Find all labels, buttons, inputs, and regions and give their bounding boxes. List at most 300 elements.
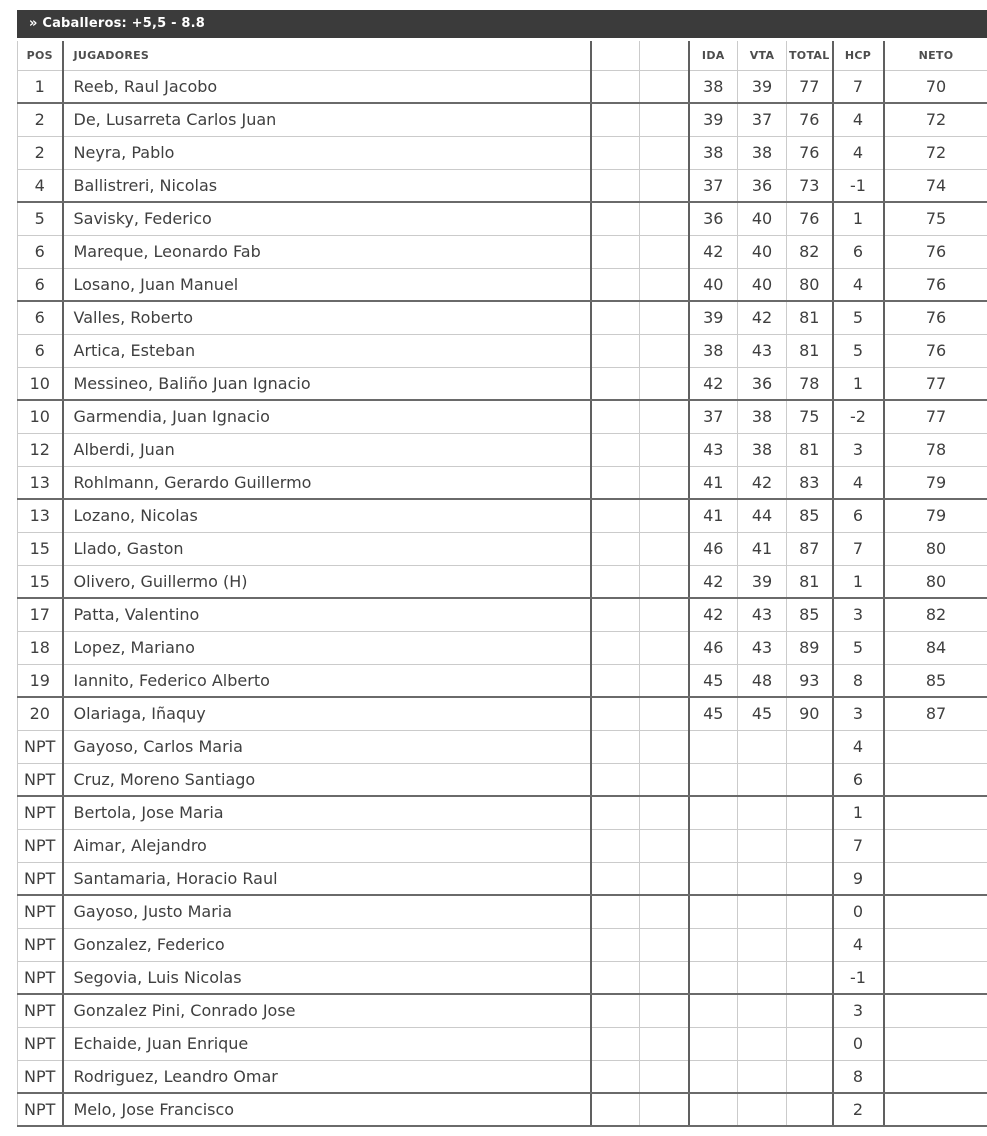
blank-cell — [591, 994, 640, 1027]
blank-cell — [640, 598, 689, 631]
ida-cell: 39 — [689, 103, 738, 136]
pos-cell: NPT — [18, 829, 63, 862]
pos-cell: 13 — [18, 466, 63, 499]
ida-cell: 46 — [689, 532, 738, 565]
total-cell — [787, 961, 833, 994]
blank-cell — [640, 466, 689, 499]
vta-cell: 42 — [738, 466, 787, 499]
vta-cell — [738, 928, 787, 961]
ida-cell — [689, 1027, 738, 1060]
ida-cell — [689, 1093, 738, 1126]
blank-cell — [591, 1060, 640, 1093]
hcp-cell: 4 — [833, 466, 884, 499]
total-cell — [787, 895, 833, 928]
table-row — [18, 961, 987, 994]
pos-cell: 2 — [18, 103, 63, 136]
col-header-hcp: HCP — [833, 41, 884, 70]
leaderboard — [17, 10, 987, 1127]
blank-cell — [591, 1093, 640, 1126]
blank-cell — [591, 103, 640, 136]
blank-cell — [640, 1027, 689, 1060]
player-name-cell: Artica, Esteban — [63, 334, 591, 367]
col-header-neto: NETO — [884, 41, 987, 70]
table-row — [18, 631, 987, 664]
blank-cell — [640, 532, 689, 565]
neto-cell: 85 — [884, 664, 987, 697]
vta-cell: 38 — [738, 433, 787, 466]
blank-cell — [591, 334, 640, 367]
player-name-cell: Cruz, Moreno Santiago — [63, 763, 591, 796]
pos-cell: NPT — [18, 895, 63, 928]
player-name-cell: Bertola, Jose Maria — [63, 796, 591, 829]
vta-cell — [738, 1060, 787, 1093]
ida-cell — [689, 928, 738, 961]
total-cell — [787, 994, 833, 1027]
pos-cell: 10 — [18, 367, 63, 400]
pos-cell: 2 — [18, 136, 63, 169]
table-row — [18, 532, 987, 565]
ida-cell: 46 — [689, 631, 738, 664]
pos-cell: 10 — [18, 400, 63, 433]
blank-cell — [640, 664, 689, 697]
total-cell — [787, 829, 833, 862]
hcp-cell: -1 — [833, 961, 884, 994]
ida-cell — [689, 895, 738, 928]
player-name-cell: Patta, Valentino — [63, 598, 591, 631]
player-name-cell: Valles, Roberto — [63, 301, 591, 334]
player-name-cell: Gayoso, Carlos Maria — [63, 730, 591, 763]
blank-cell — [640, 169, 689, 202]
player-name-cell: Losano, Juan Manuel — [63, 268, 591, 301]
vta-cell — [738, 1027, 787, 1060]
vta-cell — [738, 763, 787, 796]
ida-cell — [689, 994, 738, 1027]
neto-cell: 79 — [884, 499, 987, 532]
vta-cell: 43 — [738, 631, 787, 664]
category-header: » Caballeros: +5,5 - 8.8 — [17, 10, 987, 38]
vta-cell: 36 — [738, 367, 787, 400]
vta-cell — [738, 961, 787, 994]
table-row — [18, 136, 987, 169]
total-cell — [787, 796, 833, 829]
blank-cell — [640, 994, 689, 1027]
blank-cell — [640, 697, 689, 730]
total-cell — [787, 730, 833, 763]
neto-cell: 80 — [884, 565, 987, 598]
hcp-cell: 5 — [833, 631, 884, 664]
ida-cell: 45 — [689, 697, 738, 730]
neto-cell: 82 — [884, 598, 987, 631]
col-header-blank-1 — [591, 41, 640, 70]
blank-cell — [591, 367, 640, 400]
hcp-cell: 7 — [833, 532, 884, 565]
total-cell: 87 — [787, 532, 833, 565]
neto-cell — [884, 730, 987, 763]
total-cell — [787, 1060, 833, 1093]
neto-cell — [884, 796, 987, 829]
blank-cell — [640, 928, 689, 961]
table-row — [18, 433, 987, 466]
neto-cell: 84 — [884, 631, 987, 664]
vta-cell: 45 — [738, 697, 787, 730]
col-header-total: TOTAL — [787, 41, 833, 70]
blank-cell — [640, 565, 689, 598]
pos-cell: 4 — [18, 169, 63, 202]
table-row — [18, 1027, 987, 1060]
total-cell: 75 — [787, 400, 833, 433]
vta-cell: 42 — [738, 301, 787, 334]
player-name-cell: Mareque, Leonardo Fab — [63, 235, 591, 268]
table-row — [18, 994, 987, 1027]
ida-cell: 42 — [689, 598, 738, 631]
table-row — [18, 829, 987, 862]
blank-cell — [640, 433, 689, 466]
neto-cell: 76 — [884, 235, 987, 268]
ida-cell: 41 — [689, 466, 738, 499]
vta-cell — [738, 796, 787, 829]
blank-cell — [591, 565, 640, 598]
vta-cell: 36 — [738, 169, 787, 202]
blank-cell — [640, 961, 689, 994]
table-row — [18, 268, 987, 301]
blank-cell — [640, 235, 689, 268]
blank-cell — [591, 895, 640, 928]
pos-cell: 6 — [18, 334, 63, 367]
hcp-cell: 5 — [833, 301, 884, 334]
player-name-cell: Gonzalez Pini, Conrado Jose — [63, 994, 591, 1027]
col-header-players: JUGADORES — [63, 41, 591, 70]
player-name-cell: Rohlmann, Gerardo Guillermo — [63, 466, 591, 499]
table-row — [18, 697, 987, 730]
blank-cell — [591, 466, 640, 499]
table-row — [18, 499, 987, 532]
player-name-cell: De, Lusarreta Carlos Juan — [63, 103, 591, 136]
vta-cell: 37 — [738, 103, 787, 136]
pos-cell: NPT — [18, 1027, 63, 1060]
ida-cell: 36 — [689, 202, 738, 235]
blank-cell — [591, 697, 640, 730]
hcp-cell: 4 — [833, 730, 884, 763]
player-name-cell: Ballistreri, Nicolas — [63, 169, 591, 202]
neto-cell — [884, 895, 987, 928]
total-cell: 81 — [787, 334, 833, 367]
total-cell: 76 — [787, 202, 833, 235]
blank-cell — [640, 400, 689, 433]
total-cell: 89 — [787, 631, 833, 664]
vta-cell: 38 — [738, 400, 787, 433]
total-cell — [787, 1027, 833, 1060]
blank-cell — [640, 1093, 689, 1126]
vta-cell: 43 — [738, 334, 787, 367]
col-header-pos: POS — [18, 41, 63, 70]
blank-cell — [591, 499, 640, 532]
player-name-cell: Neyra, Pablo — [63, 136, 591, 169]
table-row — [18, 202, 987, 235]
neto-cell: 72 — [884, 103, 987, 136]
ida-cell — [689, 1060, 738, 1093]
vta-cell: 39 — [738, 70, 787, 103]
neto-cell: 79 — [884, 466, 987, 499]
player-name-cell: Lopez, Mariano — [63, 631, 591, 664]
blank-cell — [591, 631, 640, 664]
player-name-cell: Alberdi, Juan — [63, 433, 591, 466]
table-row — [18, 763, 987, 796]
neto-cell: 76 — [884, 334, 987, 367]
total-cell — [787, 1093, 833, 1126]
table-row — [18, 367, 987, 400]
col-header-vta: VTA — [738, 41, 787, 70]
total-cell: 73 — [787, 169, 833, 202]
hcp-cell: 0 — [833, 895, 884, 928]
table-row — [18, 565, 987, 598]
total-cell: 83 — [787, 466, 833, 499]
neto-cell: 78 — [884, 433, 987, 466]
total-cell — [787, 763, 833, 796]
header-row — [18, 41, 987, 70]
pos-cell: 20 — [18, 697, 63, 730]
neto-cell: 80 — [884, 532, 987, 565]
ida-cell — [689, 796, 738, 829]
hcp-cell: -2 — [833, 400, 884, 433]
hcp-cell: -1 — [833, 169, 884, 202]
player-name-cell: Echaide, Juan Enrique — [63, 1027, 591, 1060]
player-name-cell: Segovia, Luis Nicolas — [63, 961, 591, 994]
pos-cell: NPT — [18, 763, 63, 796]
blank-cell — [640, 268, 689, 301]
neto-cell: 76 — [884, 301, 987, 334]
blank-cell — [591, 433, 640, 466]
pos-cell: NPT — [18, 796, 63, 829]
blank-cell — [591, 268, 640, 301]
total-cell — [787, 928, 833, 961]
neto-cell — [884, 1027, 987, 1060]
hcp-cell: 9 — [833, 862, 884, 895]
neto-cell — [884, 1060, 987, 1093]
player-name-cell: Iannito, Federico Alberto — [63, 664, 591, 697]
neto-cell — [884, 928, 987, 961]
neto-cell: 77 — [884, 400, 987, 433]
total-cell: 81 — [787, 565, 833, 598]
table-row — [18, 796, 987, 829]
hcp-cell: 1 — [833, 367, 884, 400]
pos-cell: 15 — [18, 532, 63, 565]
blank-cell — [640, 895, 689, 928]
blank-cell — [591, 598, 640, 631]
pos-cell: NPT — [18, 730, 63, 763]
ida-cell: 42 — [689, 367, 738, 400]
hcp-cell: 3 — [833, 433, 884, 466]
pos-cell: NPT — [18, 994, 63, 1027]
table-row — [18, 664, 987, 697]
blank-cell — [591, 928, 640, 961]
col-header-blank-2 — [640, 41, 689, 70]
vta-cell: 48 — [738, 664, 787, 697]
table-row — [18, 730, 987, 763]
hcp-cell: 1 — [833, 796, 884, 829]
hcp-cell: 0 — [833, 1027, 884, 1060]
neto-cell: 74 — [884, 169, 987, 202]
player-name-cell: Savisky, Federico — [63, 202, 591, 235]
hcp-cell: 6 — [833, 763, 884, 796]
vta-cell — [738, 1093, 787, 1126]
blank-cell — [591, 532, 640, 565]
ida-cell: 38 — [689, 136, 738, 169]
vta-cell: 40 — [738, 268, 787, 301]
hcp-cell: 3 — [833, 598, 884, 631]
neto-cell: 77 — [884, 367, 987, 400]
table-row — [18, 928, 987, 961]
neto-cell — [884, 829, 987, 862]
ida-cell: 38 — [689, 70, 738, 103]
vta-cell: 40 — [738, 235, 787, 268]
player-name-cell: Lozano, Nicolas — [63, 499, 591, 532]
pos-cell: 6 — [18, 235, 63, 268]
player-name-cell: Messineo, Baliño Juan Ignacio — [63, 367, 591, 400]
table-row — [18, 400, 987, 433]
player-name-cell: Reeb, Raul Jacobo — [63, 70, 591, 103]
ida-cell: 37 — [689, 169, 738, 202]
vta-cell: 43 — [738, 598, 787, 631]
hcp-cell: 6 — [833, 235, 884, 268]
pos-cell: 12 — [18, 433, 63, 466]
table-row — [18, 895, 987, 928]
table-row — [18, 1093, 987, 1126]
hcp-cell: 8 — [833, 664, 884, 697]
table-row — [18, 103, 987, 136]
vta-cell — [738, 730, 787, 763]
blank-cell — [640, 631, 689, 664]
pos-cell: 6 — [18, 268, 63, 301]
player-name-cell: Aimar, Alejandro — [63, 829, 591, 862]
neto-cell — [884, 994, 987, 1027]
player-name-cell: Rodriguez, Leandro Omar — [63, 1060, 591, 1093]
hcp-cell: 4 — [833, 136, 884, 169]
results-table-body — [18, 70, 987, 1126]
vta-cell — [738, 994, 787, 1027]
hcp-cell: 3 — [833, 697, 884, 730]
vta-cell: 40 — [738, 202, 787, 235]
total-cell: 81 — [787, 301, 833, 334]
hcp-cell: 5 — [833, 334, 884, 367]
blank-cell — [640, 334, 689, 367]
blank-cell — [591, 70, 640, 103]
blank-cell — [591, 796, 640, 829]
pos-cell: NPT — [18, 1060, 63, 1093]
player-name-cell: Gayoso, Justo Maria — [63, 895, 591, 928]
results-table-header — [18, 41, 987, 70]
blank-cell — [591, 862, 640, 895]
blank-cell — [640, 103, 689, 136]
blank-cell — [591, 961, 640, 994]
neto-cell: 76 — [884, 268, 987, 301]
table-row — [18, 334, 987, 367]
hcp-cell: 8 — [833, 1060, 884, 1093]
hcp-cell: 1 — [833, 565, 884, 598]
blank-cell — [591, 235, 640, 268]
blank-cell — [640, 202, 689, 235]
table-row — [18, 862, 987, 895]
pos-cell: NPT — [18, 928, 63, 961]
blank-cell — [640, 763, 689, 796]
table-row — [18, 301, 987, 334]
col-header-ida: IDA — [689, 41, 738, 70]
neto-cell: 72 — [884, 136, 987, 169]
player-name-cell: Olivero, Guillermo (H) — [63, 565, 591, 598]
table-row — [18, 235, 987, 268]
hcp-cell: 4 — [833, 103, 884, 136]
table-row — [18, 598, 987, 631]
blank-cell — [591, 136, 640, 169]
total-cell: 76 — [787, 103, 833, 136]
blank-cell — [591, 829, 640, 862]
total-cell: 90 — [787, 697, 833, 730]
pos-cell: NPT — [18, 862, 63, 895]
neto-cell — [884, 961, 987, 994]
total-cell: 80 — [787, 268, 833, 301]
neto-cell — [884, 763, 987, 796]
blank-cell — [640, 367, 689, 400]
total-cell: 76 — [787, 136, 833, 169]
table-row — [18, 1060, 987, 1093]
total-cell: 77 — [787, 70, 833, 103]
ida-cell: 43 — [689, 433, 738, 466]
blank-cell — [591, 301, 640, 334]
ida-cell: 42 — [689, 565, 738, 598]
ida-cell: 38 — [689, 334, 738, 367]
vta-cell: 44 — [738, 499, 787, 532]
blank-cell — [640, 301, 689, 334]
hcp-cell: 6 — [833, 499, 884, 532]
player-name-cell: Olariaga, Iñaquy — [63, 697, 591, 730]
total-cell: 81 — [787, 433, 833, 466]
blank-cell — [591, 169, 640, 202]
blank-cell — [640, 70, 689, 103]
table-row — [18, 169, 987, 202]
neto-cell: 87 — [884, 697, 987, 730]
ida-cell — [689, 829, 738, 862]
table-row — [18, 466, 987, 499]
player-name-cell: Llado, Gaston — [63, 532, 591, 565]
hcp-cell: 1 — [833, 202, 884, 235]
ida-cell: 40 — [689, 268, 738, 301]
ida-cell: 42 — [689, 235, 738, 268]
player-name-cell: Gonzalez, Federico — [63, 928, 591, 961]
pos-cell: 13 — [18, 499, 63, 532]
pos-cell: 5 — [18, 202, 63, 235]
pos-cell: NPT — [18, 1093, 63, 1126]
pos-cell: 17 — [18, 598, 63, 631]
hcp-cell: 3 — [833, 994, 884, 1027]
blank-cell — [591, 763, 640, 796]
hcp-cell: 2 — [833, 1093, 884, 1126]
pos-cell: NPT — [18, 961, 63, 994]
vta-cell: 41 — [738, 532, 787, 565]
total-cell — [787, 862, 833, 895]
pos-cell: 6 — [18, 301, 63, 334]
neto-cell: 70 — [884, 70, 987, 103]
ida-cell: 37 — [689, 400, 738, 433]
vta-cell — [738, 829, 787, 862]
blank-cell — [591, 730, 640, 763]
blank-cell — [640, 730, 689, 763]
blank-cell — [591, 400, 640, 433]
blank-cell — [640, 796, 689, 829]
hcp-cell: 4 — [833, 928, 884, 961]
ida-cell: 39 — [689, 301, 738, 334]
blank-cell — [640, 862, 689, 895]
vta-cell — [738, 862, 787, 895]
vta-cell — [738, 895, 787, 928]
